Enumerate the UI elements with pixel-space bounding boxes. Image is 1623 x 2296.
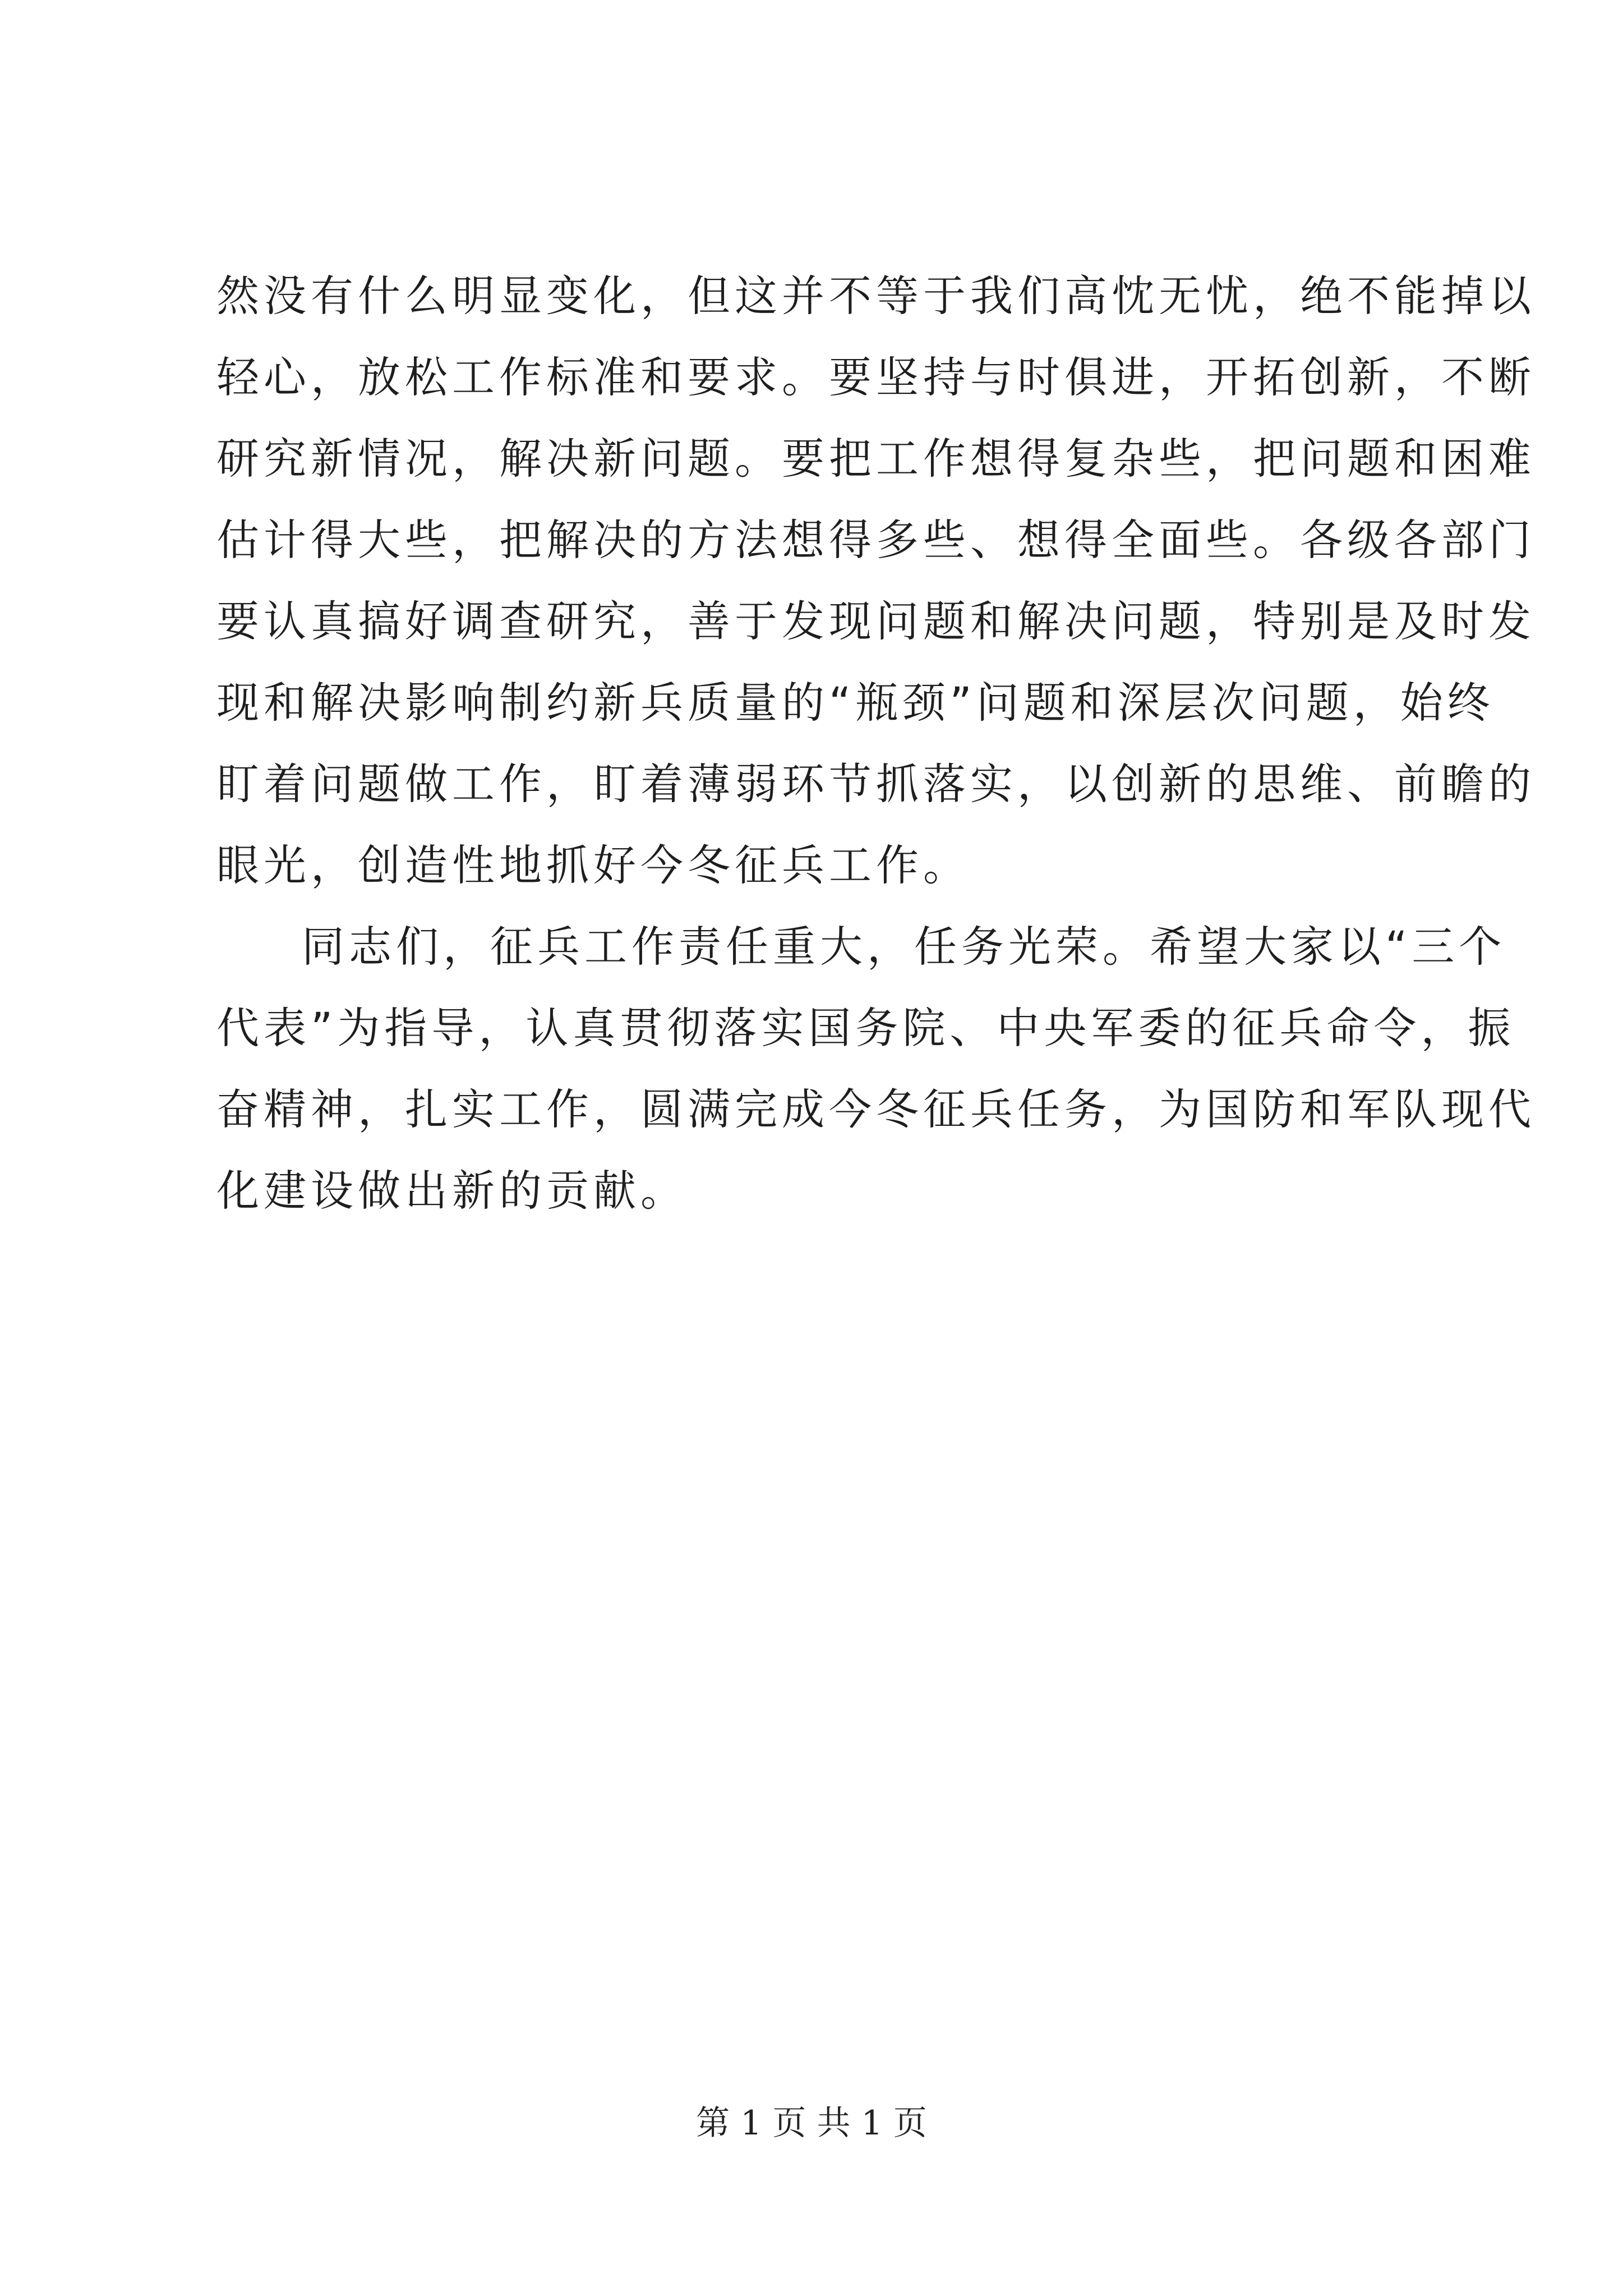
- paragraph-1: [216, 255, 1536, 906]
- text-line: 同志们，征兵工作责任重大，任务光荣。希望大家以“三个: [302, 922, 1506, 972]
- text-line: 眼光，创造性地抓好今冬征兵工作。: [216, 840, 970, 890]
- text-line: 代表”为指导，认真贯彻落实国务院、中央军委的征兵命令，振: [216, 1003, 1515, 1053]
- text-line: 研究新情况，解决新问题。要把工作想得复杂些，把问题和困难: [216, 434, 1536, 484]
- page-footer: 第 1 页 共 1 页: [696, 2104, 927, 2143]
- text-line: 然没有什么明显变化，但这并不等于我们高忱无忧，绝不能掉以: [216, 271, 1536, 321]
- paragraph-2: [216, 906, 1536, 1231]
- text-line: 要认真搞好调查研究，善于发现问题和解决问题，特别是及时发: [216, 596, 1536, 646]
- text-line: 估计得大些，把解决的方法想得多些、想得全面些。各级各部门: [216, 515, 1536, 565]
- text-line: 现和解决影响制约新兵质量的“瓶颈”问题和深层次问题，始终: [216, 678, 1495, 728]
- text-line: 奋精神，扎实工作，圆满完成今冬征兵任务，为国防和军队现代: [216, 1084, 1536, 1134]
- text-line: 化建设做出新的贡献。: [216, 1166, 688, 1216]
- text-line: 盯着问题做工作，盯着薄弱环节抓落实，以创新的思维、前瞻的: [216, 759, 1536, 809]
- text-line: 轻心，放松工作标准和要求。要坚持与时俱进，开拓创新，不断: [216, 352, 1536, 402]
- document-body: [216, 255, 1536, 1231]
